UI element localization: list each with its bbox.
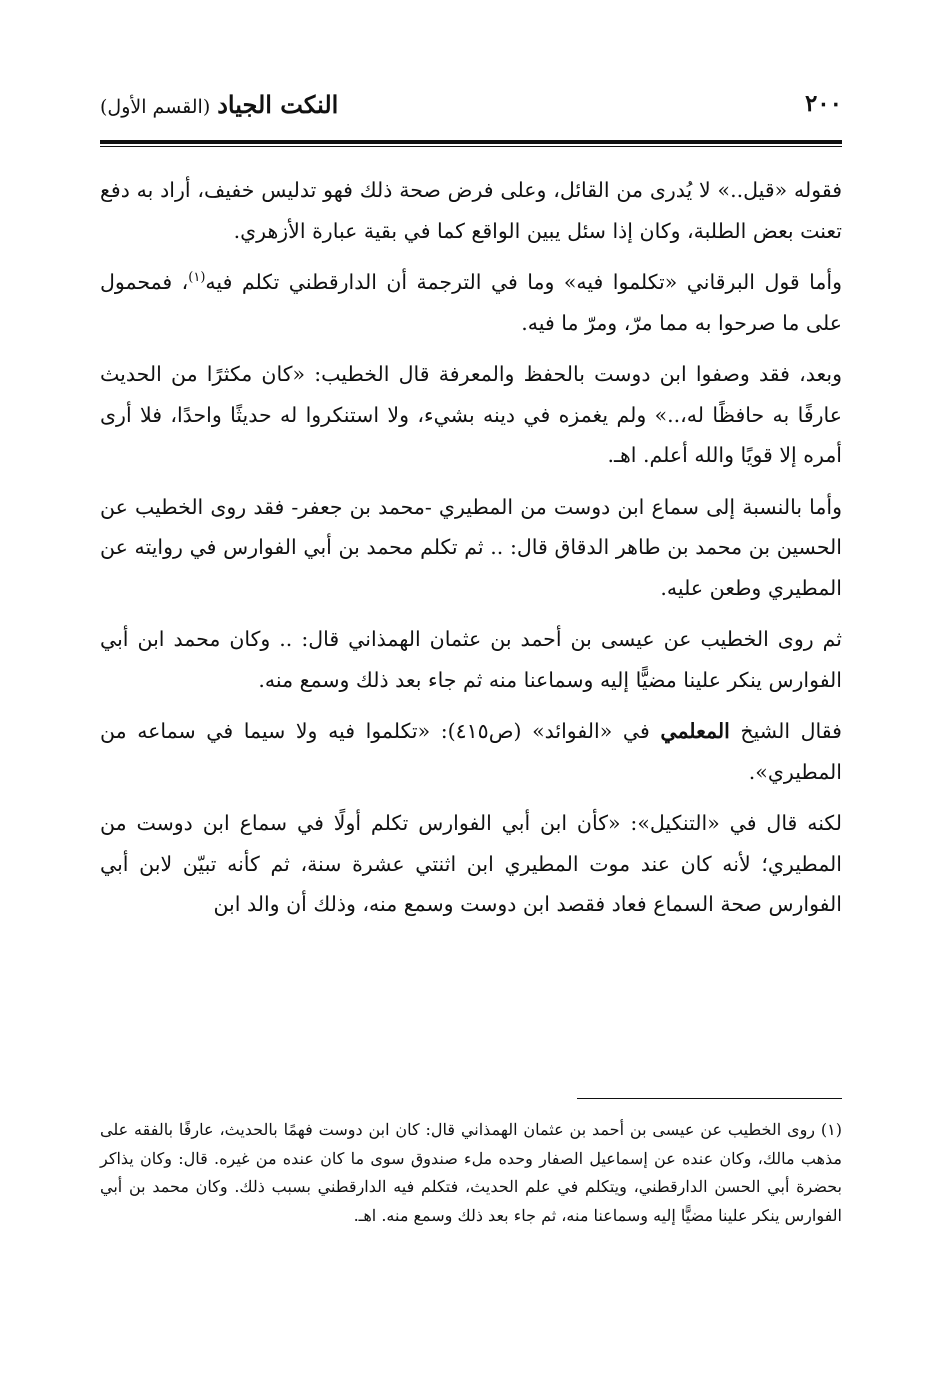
header-divider <box>100 140 842 147</box>
part-label: (القسم الأول) <box>100 96 211 118</box>
footnote-marker[interactable]: (١) <box>188 270 206 286</box>
paragraph: ثم روى الخطيب عن عيسى بن أحمد بن عثمان الهمذاني قال: .. وكان محمد ابن أبي الفوارس ينكر علينا مضيًّا إليه وسماعنا منه ثم جاء بعد ذلك وسمع منه. <box>100 627 842 692</box>
book-title: النكت الجياد <box>217 90 339 119</box>
footnote: (١) روى الخطيب عن عيسى بن أحمد بن عثمان الهمذاني قال: كان ابن دوست فهمًا بالحديث، عارفًا بالفقه على مذهب مالك، وكان عنده عن إسماعيل الصفار وحده ملء صندوق سوى ما كان عنده من غيره. قال: وكان يذاكر بحضرة أبي الحسن الدارقطني، ويتكلم في علم الحديث، فتكلم فيه الدارقطني بسبب ذلك. وكان محمد بن أبي الفوارس ينكر علينا مضيًّا إليه وسماعنا منه، ثم جاء بعد ذلك وسمع منه. اهـ. <box>100 1120 843 1225</box>
paragraph-text: في «الفوائد» (ص٤١٥): «تكلموا فيه ولا سيما في سماعه من المطيري». <box>100 719 842 784</box>
paragraph-text: ، فمحمول على ما صرحوا به مما مرّ، ومرّ ما فيه. <box>100 270 842 335</box>
page-number: ٢٠٠ <box>804 90 842 117</box>
paragraph-text: وأما قول البرقاني «تكلموا فيه» وما في الترجمة أن الدارقطني تكلم فيه <box>205 270 842 294</box>
footnote-divider <box>577 1098 842 1099</box>
paragraph: لكنه قال في «التنكيل»: «كأن ابن أبي الفوارس تكلم أولًا في سماع ابن دوست من المطيري؛ لأنه كان عند موت المطيري ابن اثنتي عشرة سنة، ثم كأنه تبيّن لابن أبي الفوارس صحة السماع فعاد فقصد ابن دوست وسمع منه، وذلك أن والد ابن <box>100 811 842 916</box>
main-text <box>100 170 842 936</box>
scholar-name: المعلمي <box>660 719 730 743</box>
running-title <box>100 90 338 119</box>
paragraph <box>100 262 842 343</box>
page-header <box>100 86 842 126</box>
paragraph: فقوله «قيل..» لا يُدرى من القائل، وعلى فرض صحة ذلك فهو تدليس خفيف، أراد به دفع تعنت بعض الطلبة، وكان إذا سئل يبين الواقع كما في بقية عبارة الأزهري. <box>100 178 842 243</box>
footnotes <box>100 1116 842 1230</box>
paragraph-text: فقال الشيخ <box>740 719 842 743</box>
paragraph: وبعد، فقد وصفوا ابن دوست بالحفظ والمعرفة قال الخطيب: «كان مكثرًا من الحديث عارفًا به حافظًا له،..» ولم يغمزه في دينه بشيء، ولا استنكروا له حديثًا واحدًا، فلا أرى أمره إلا قويًا والله أعلم. اهـ. <box>100 362 842 467</box>
paragraph <box>100 711 842 792</box>
paragraph: وأما بالنسبة إلى سماع ابن دوست من المطيري -محمد بن جعفر- فقد روى الخطيب عن الحسين بن محمد بن طاهر الدقاق قال: .. ثم تكلم محمد بن أبي الفوارس في روايته عن المطيري وطعن عليه. <box>100 494 842 600</box>
